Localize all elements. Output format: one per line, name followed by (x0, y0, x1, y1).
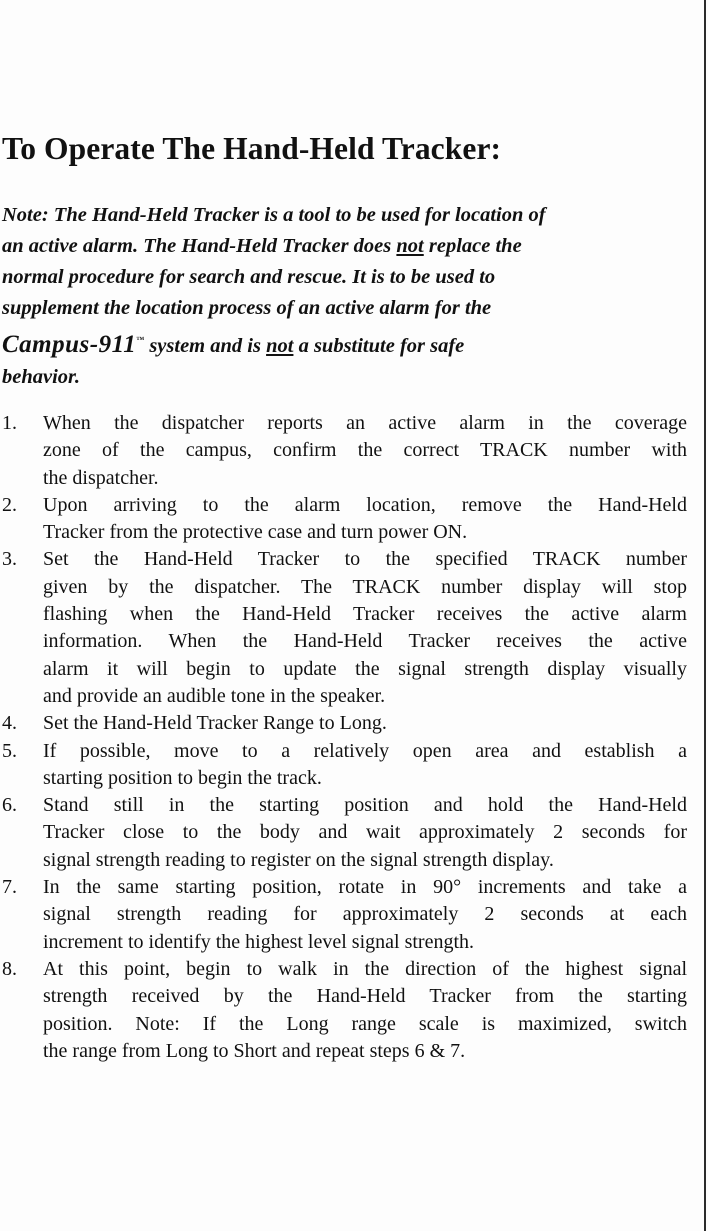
step-text-line: given by the dispatcher. The TRACK number display will stop (43, 575, 687, 598)
note-line-4: supplement the location process of an active alarm for the (2, 297, 492, 319)
step-text-line: and provide an audible tone in the speaker. (43, 684, 386, 707)
note-line-1: Note: The Hand-Held Tracker is a tool to be used for location of (2, 204, 546, 226)
step-text-line: strength received by the Hand-Held Tracker from the starting (43, 985, 687, 1008)
step-text-line: Tracker from the protective case and turn power ON. (43, 521, 468, 544)
step-text-line: starting position to begin the track. (43, 766, 322, 789)
note-emphasis-not-1: not (396, 235, 424, 257)
campus-911-brand: Campus-911 (2, 331, 137, 358)
page-title: To Operate The Hand-Held Tracker: (2, 131, 502, 166)
note-emphasis-not-2: not (266, 335, 294, 357)
step-item (2, 546, 687, 710)
step-text-line: Set the Hand-Held Tracker to the specified TRACK number (43, 548, 687, 571)
note-line-2-text-a: an active alarm. The Hand-Held Tracker does (2, 235, 397, 257)
trademark-symbol: ™ (136, 335, 145, 344)
step-text-line: Upon arriving to the alarm location, remove the Hand-Held (43, 493, 687, 516)
step-text-line: In the same starting position, rotate in 90° increments and take a (43, 876, 687, 899)
step-item (2, 792, 687, 874)
step-text-line: zone of the campus, confirm the correct TRACK number with (43, 439, 687, 462)
step-text-line: position. Note: If the Long range scale is maximized, switch (43, 1012, 687, 1035)
step-number: 1. (2, 412, 17, 434)
step-text-line: If possible, move to a relatively open area and establish a (43, 739, 687, 762)
instruction-steps-list (2, 410, 687, 1065)
step-text-line: Tracker close to the body and wait approximately 2 seconds for (43, 821, 687, 844)
step-text-line: the range from Long to Short and repeat steps 6 & 7. (43, 1039, 466, 1062)
step-number: 2. (2, 493, 17, 516)
step-item (2, 710, 687, 737)
step-number: 4. (2, 712, 17, 735)
step-text-line: the dispatcher. (43, 466, 159, 489)
step-text-line: increment to identify the highest level signal strength. (43, 930, 475, 953)
step-item (2, 410, 687, 492)
step-number: 8. (2, 957, 17, 980)
note-line-6: behavior. (2, 366, 81, 388)
step-text-line: signal strength reading to register on the signal strength display. (43, 848, 554, 871)
step-item (2, 874, 687, 956)
note-line-5-text-b: a substitute for safe (293, 335, 465, 357)
note-line-5 (2, 324, 692, 362)
step-item (2, 492, 687, 547)
step-text-line: At this point, begin to walk in the direction of the highest signal (43, 957, 687, 980)
step-text-line: When the dispatcher reports an active alarm in the coverage (43, 412, 687, 434)
step-item (2, 956, 687, 1065)
note-line-5-text-a: system and is (144, 335, 267, 357)
note-line-2 (2, 231, 692, 262)
step-item (2, 738, 687, 793)
step-number: 3. (2, 548, 17, 571)
note-line-2-text-b: replace the (423, 235, 522, 257)
step-text-line: signal strength reading for approximately 2 seconds at each (43, 903, 687, 926)
note-line-3: normal procedure for search and rescue. It is to be used to (2, 266, 496, 288)
step-text-line: Stand still in the starting position and hold the Hand-Held (43, 794, 687, 817)
step-text-line: flashing when the Hand-Held Tracker receives the active alarm (43, 603, 687, 626)
page-border-right (704, 0, 706, 1231)
step-text-line: information. When the Hand-Held Tracker receives the active (43, 630, 687, 653)
step-number: 7. (2, 876, 17, 899)
step-text-line: alarm it will begin to update the signal strength display visually (43, 657, 687, 680)
note-paragraph (2, 200, 692, 393)
step-text-line: Set the Hand-Held Tracker Range to Long. (43, 712, 387, 735)
step-number: 6. (2, 794, 17, 817)
step-number: 5. (2, 739, 17, 762)
